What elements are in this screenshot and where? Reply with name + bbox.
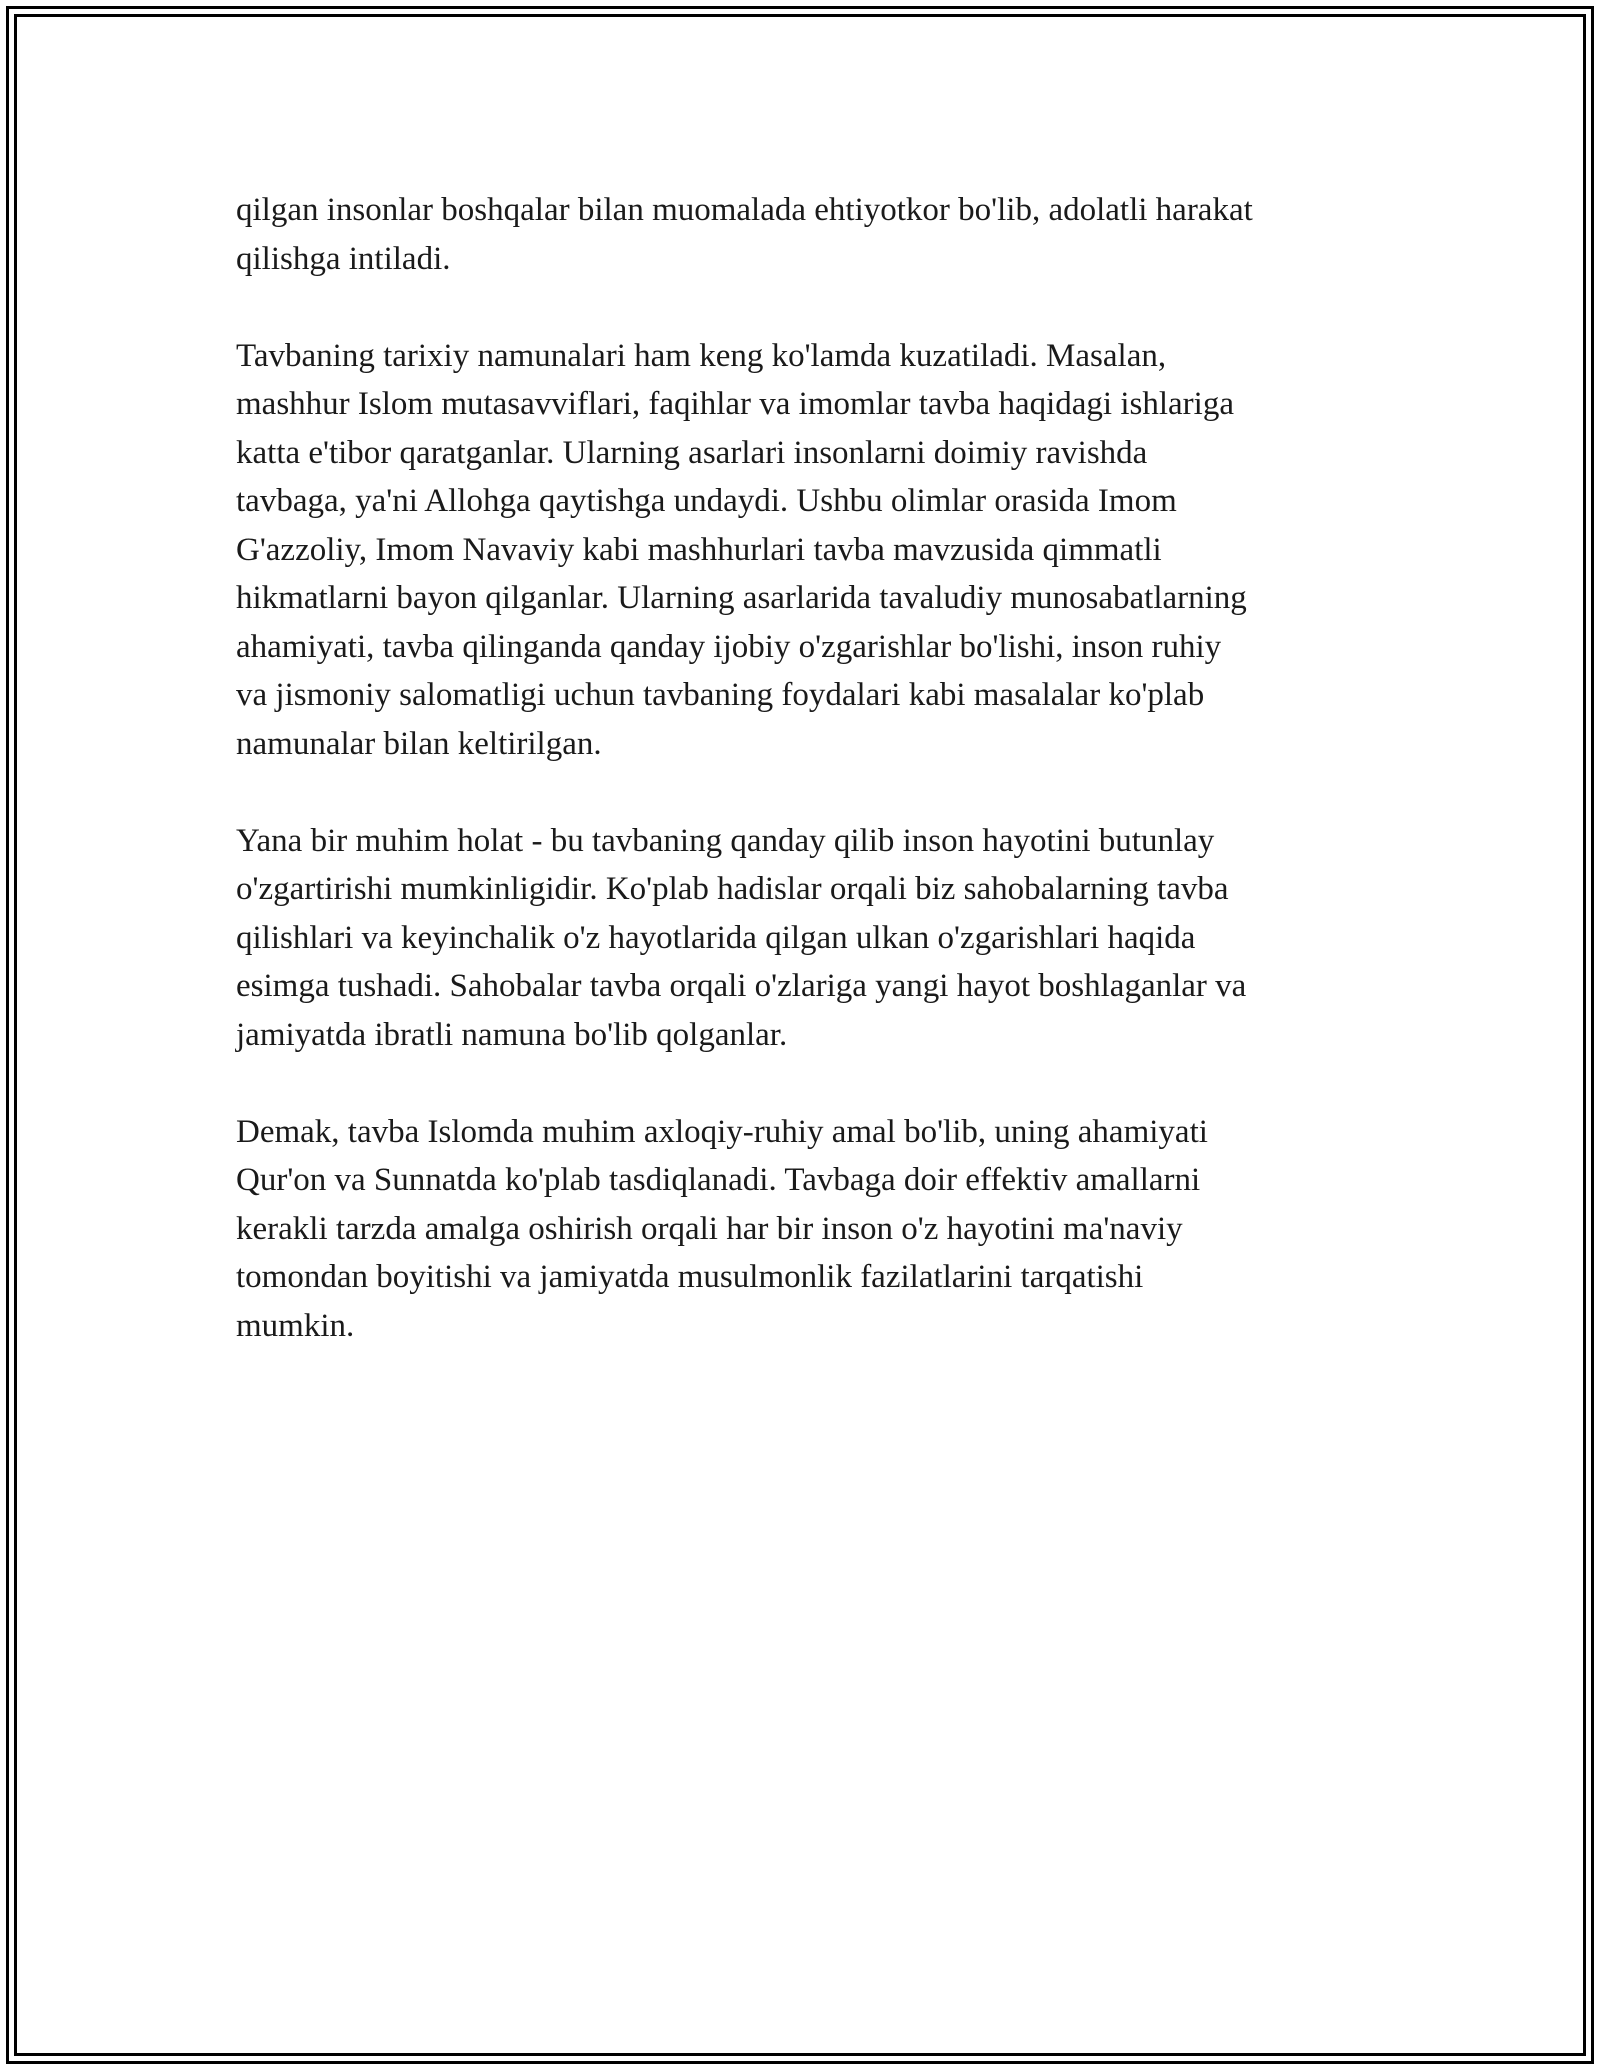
text-line: katta e'tibor qaratganlar. Ularning asarlari insonlarni doimiy ravishda (236, 434, 1148, 471)
text-line: kerakli tarzda amalga oshirish orqali har bir inson o'z hayotini ma'naviy (236, 1210, 1183, 1247)
text-line: mumkin. (236, 1307, 355, 1344)
text-line: jamiyatda ibratli namuna bo'lib qolganlar. (236, 1016, 788, 1053)
document-body (236, 186, 1386, 1399)
paragraph-2 (236, 332, 1386, 769)
text-line: o'zgartirishi mumkinligidir. Ko'plab hadislar orqali biz sahobalarning tavba (236, 871, 1229, 907)
text-line: Demak, tavba Islomda muhim axloqiy-ruhiy amal bo'lib, uning ahamiyati (236, 1113, 1208, 1150)
text-line: esimga tushadi. Sahobalar tavba orqali o'zlariga yangi hayot boshlaganlar va (236, 968, 1247, 1004)
text-line: qilishlari va keyinchalik o'z hayotlarida qilgan ulkan o'zgarishlari haqida (236, 919, 1196, 956)
paragraph-3 (236, 817, 1386, 1060)
text-line: Qur'on va Sunnatda ko'plab tasdiqlanadi. Tavbaga doir effektiv amallarni (236, 1162, 1201, 1198)
text-line: G'azzoliy, Imom Navaviy kabi mashhurlari tavba mavzusida qimmatli (236, 531, 1162, 568)
paragraph-1 (236, 186, 1386, 283)
text-line: namunalar bilan keltirilgan. (236, 725, 602, 762)
text-line: hikmatlarni bayon qilganlar. Ularning asarlarida tavaludiy munosabatlarning (236, 580, 1247, 616)
paragraph-4 (236, 1108, 1386, 1351)
text-line: va jismoniy salomatligi uchun tavbaning foydalari kabi masalalar ko'plab (236, 677, 1205, 713)
text-line: Tavbaning tarixiy namunalari ham keng ko'lamda kuzatiladi. Masalan, (236, 337, 1167, 374)
text-line: qilishga intiladi. (236, 240, 451, 277)
text-line: ahamiyati, tavba qilinganda qanday ijobiy o'zgarishlar bo'lishi, inson ruhiy (236, 628, 1222, 665)
text-line: mashhur Islom mutasavviflari, faqihlar va imomlar tavba haqidagi ishlariga (236, 386, 1234, 422)
text-line: tomondan boyitishi va jamiyatda musulmonlik fazilatlarini tarqatishi (236, 1259, 1144, 1295)
text-line: tavbaga, ya'ni Allohga qaytishga undaydi. Ushbu olimlar orasida Imom (236, 483, 1177, 519)
text-line: qilgan insonlar boshqalar bilan muomalada ehtiyotkor bo'lib, adolatli harakat (236, 192, 1253, 228)
text-line: Yana bir muhim holat - bu tavbaning qanday qilib inson hayotini butunlay (236, 822, 1215, 859)
